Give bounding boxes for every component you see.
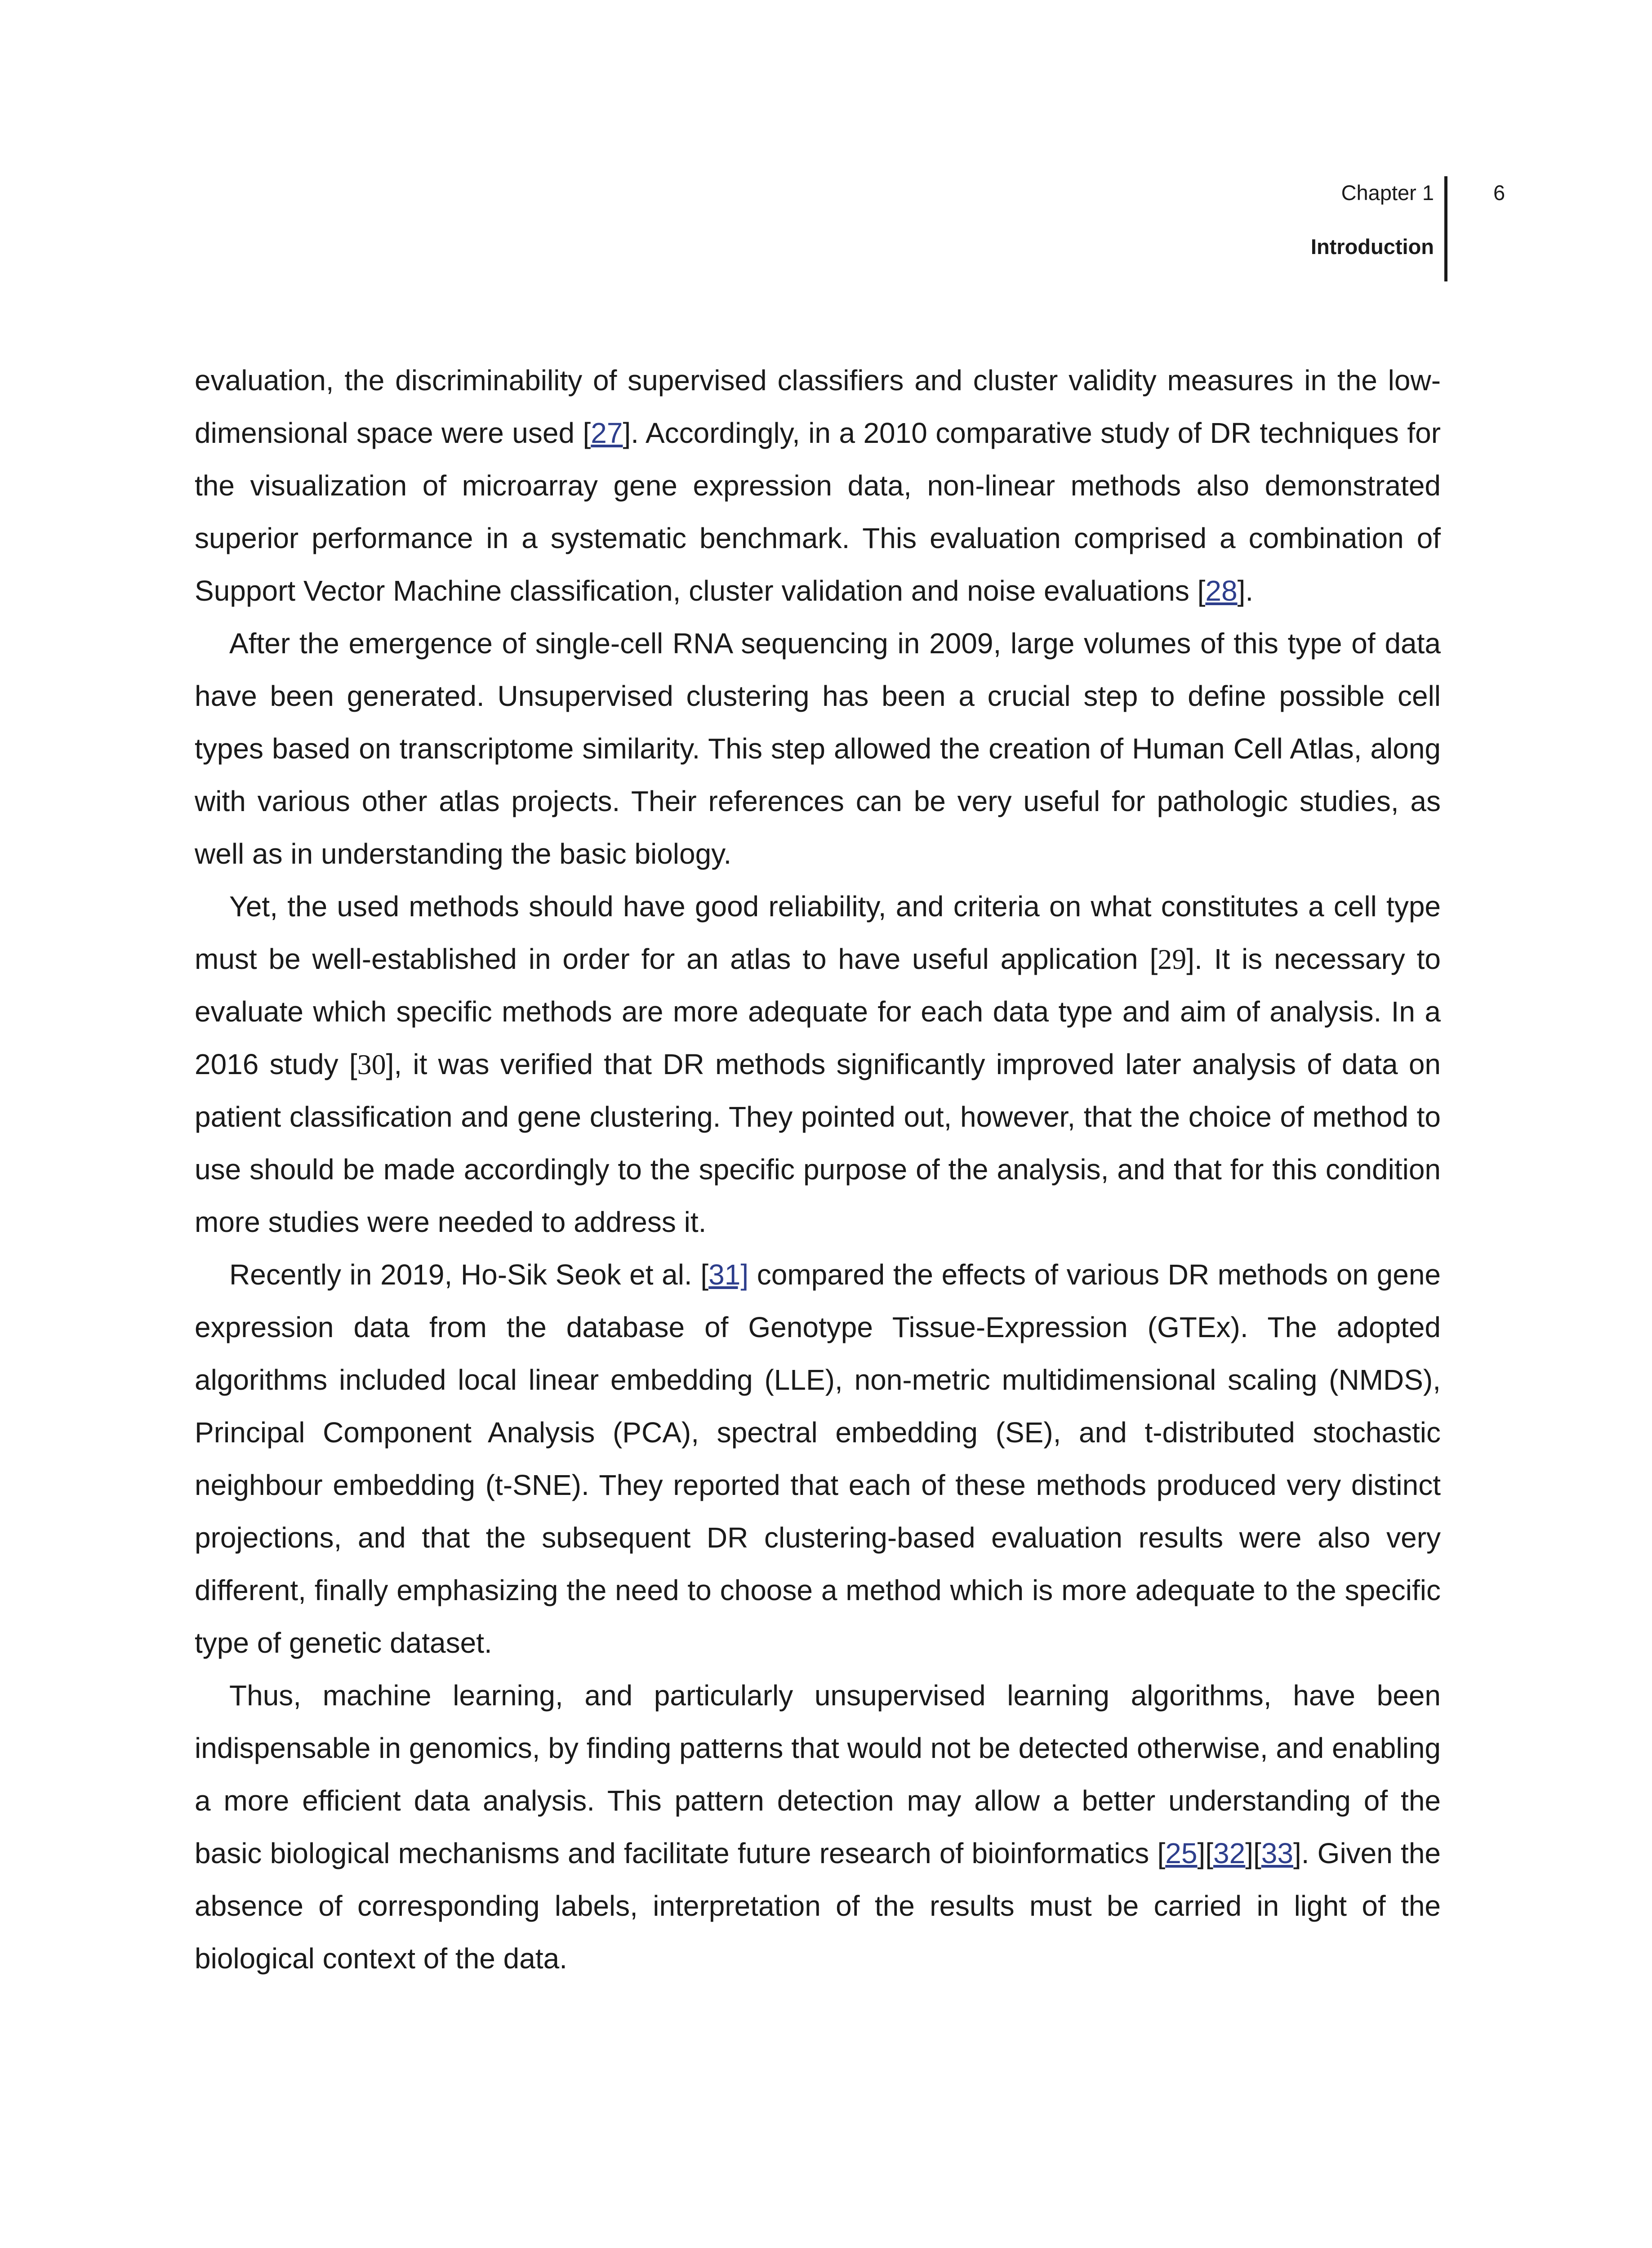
paragraph-text: After the emergence of single-cell RNA sequencing in 2009, large volumes of this type of data have been generated. Unsupervised clustering has been a crucial step to define possible cell types based on transcriptome similarity. This step allowed the creation of Human Cell Atlas, along with various other atlas projects. Their references can be very useful for pathologic studies, as well as in understanding the basic biology.	[195, 627, 1441, 870]
header-divider	[1444, 176, 1447, 281]
body-text	[195, 354, 1441, 1985]
paragraph-text: Thus, machine learning, and particularly unsupervised learning algorithms, have been indispensable in genomics, by finding patterns that would not be detected otherwise, and enabling a more efficient data analysis. This pattern detection may allow a better understanding of the basic biological mechanisms and facilitate future research of bioinformatics [	[195, 1679, 1441, 1869]
citation-link[interactable]: 33	[1261, 1837, 1293, 1869]
paragraph-text: ].	[1237, 575, 1254, 607]
paragraph-1	[195, 354, 1441, 617]
paragraph-2	[195, 617, 1441, 880]
paragraph-text: evaluation, the discriminability of supervised classifiers and cluster validity measures in the low-dimensional space were used [	[195, 364, 1441, 449]
citation-number: 30	[357, 1048, 386, 1080]
citation-number: 29	[1158, 943, 1187, 975]
paragraph-4	[195, 1249, 1441, 1669]
page-number: 6	[1493, 181, 1505, 205]
running-header-section: Introduction	[1310, 235, 1434, 259]
citation-link[interactable]: 32	[1213, 1837, 1246, 1869]
citation-link[interactable]: 25	[1165, 1837, 1198, 1869]
paragraph-text: Recently in 2019, Ho-Sik Seok et al. [	[229, 1258, 709, 1291]
paragraph-3	[195, 880, 1441, 1249]
running-header-chapter: Chapter 1	[1341, 181, 1434, 205]
paragraph-text: compared the effects of various DR methods on gene expression data from the database of Genotype Tissue-Expression (GTEx). The adopted algorithms included local linear embedding (LLE), non-metric multidimensional scaling (NMDS), Principal Component Analysis (PCA), spectral embedding (SE), and t-distributed stochastic neighbour embedding (t-SNE). They reported that each of these methods produced very distinct projections, and that the subsequent DR clustering-based evaluation results were also very different, finally emphasizing the need to choose a method which is more adequate to the specific type of genetic dataset.	[195, 1258, 1441, 1659]
paragraph-text: ]. Accordingly, in a 2010 comparative study of DR techniques for the visualization of microarray gene expression data, non-linear methods also demonstrated superior performance in a systematic benchmark. This evaluation comprised a combination of Support Vector Machine classification, cluster validation and noise evaluations [	[195, 417, 1441, 607]
paragraph-text: ][	[1197, 1837, 1213, 1869]
paragraph-text: Yet, the used methods should have good reliability, and criteria on what constitutes a cell type must be well-established in order for an atlas to have useful application [	[195, 890, 1441, 975]
paragraph-text: ], it was verified that DR methods significantly improved later analysis of data on patient classification and gene clustering. They pointed out, however, that the choice of method to use should be made accordingly to the specific purpose of the analysis, and that for this condition more studies were needed to address it.	[195, 1048, 1441, 1238]
paragraph-text: ]. It is necessary to evaluate which specific methods are more adequate for each data type and aim of analysis. In a 2016 study [	[195, 943, 1441, 1080]
paragraph-text: ]. Given the absence of corresponding labels, interpretation of the results must be carried in light of the biological context of the data.	[195, 1837, 1441, 1975]
citation-link[interactable]: 28	[1205, 575, 1238, 607]
citation-link[interactable]: 31]	[708, 1258, 749, 1291]
citation-link[interactable]: 27	[591, 417, 623, 449]
paragraph-5	[195, 1669, 1441, 1985]
paragraph-text: ][	[1245, 1837, 1261, 1869]
